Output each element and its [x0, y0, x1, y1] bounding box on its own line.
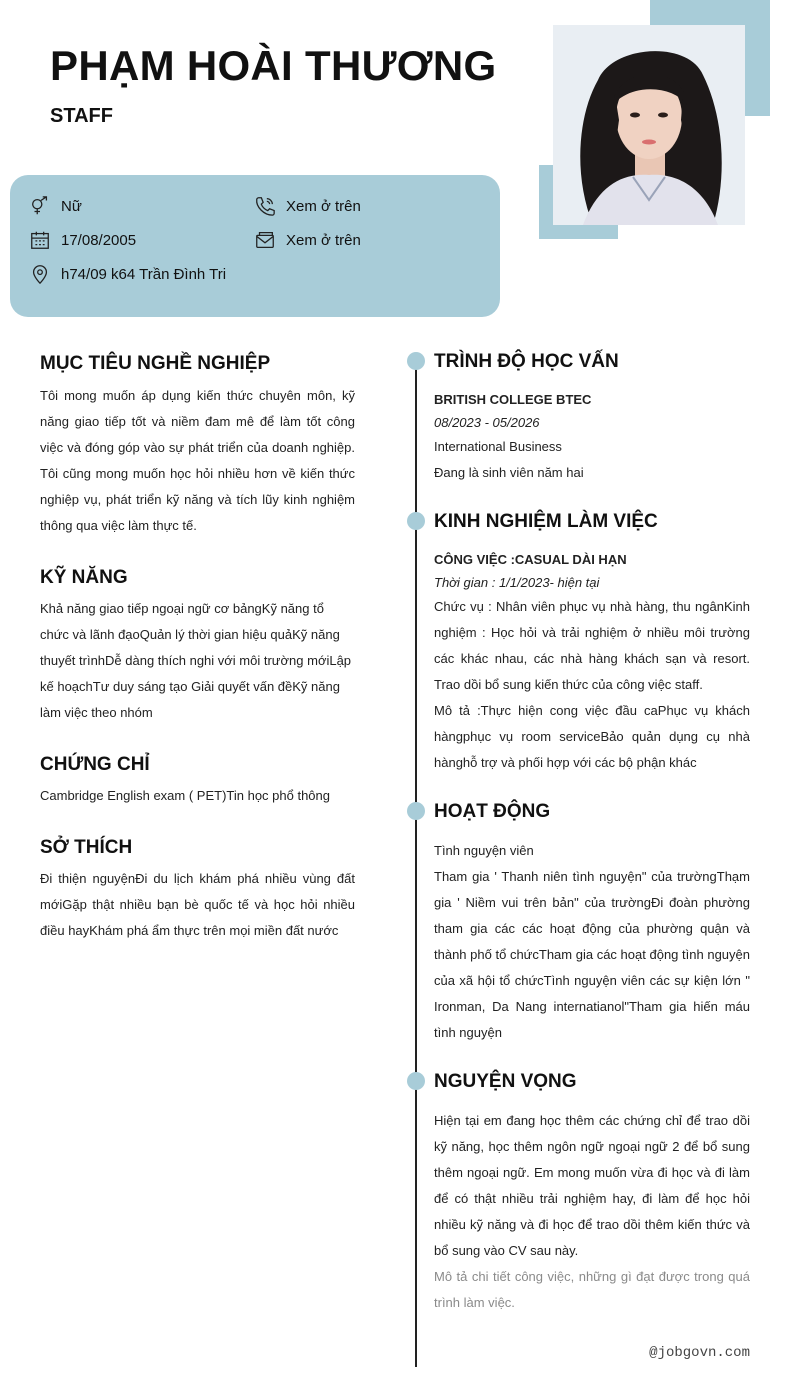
timeline-line [415, 355, 417, 1367]
experience-description: Mô tả :Thực hiện cong việc đầu caPhục vụ khách hàngphục vụ room serviceBảo quản dụng cụ nhà hànghỗ trợ và phối hợp với các bộ phận khác [434, 703, 750, 770]
timeline-dot-experience [407, 512, 425, 530]
contact-phone [254, 195, 361, 217]
contact-dob [29, 229, 136, 251]
aspiration-text: Hiện tại em đang học thêm các chứng chỉ để trao dồi kỹ năng, học thêm ngôn ngữ ngoại ngữ 2 để bổ sung thêm ngoại ngữ. Em mong muốn vừa đi học và đi làm để có thật nhiều trải nghiệm hay, đi làm để học hỏi nhiều kỹ năng và đi học để trao dồi thêm kiến thức và bổ sung vào CV sau này. [434, 1113, 750, 1258]
contact-gender [29, 195, 82, 217]
candidate-name: PHẠM HOÀI THƯƠNG [50, 42, 497, 89]
experience-time: Thời gian : 1/1/2023- hiện tại [434, 575, 600, 590]
calendar-icon [29, 229, 51, 251]
education-major: International Business [434, 439, 562, 454]
activities-title: HOẠT ĐỘNG [434, 801, 551, 822]
activities-role: Tình nguyện viên [434, 843, 534, 858]
education-note: Đang là sinh viên năm hai [434, 465, 584, 480]
email-value: Xem ở trên [286, 231, 361, 249]
skills-title: KỸ NĂNG [40, 567, 128, 588]
profile-photo [553, 25, 745, 225]
timeline-dot-activities [407, 802, 425, 820]
education-school: BRITISH COLLEGE BTEC [434, 392, 592, 407]
experience-title: KINH NGHIỆM LÀM VIỆC [434, 511, 658, 532]
activities-text: Tham gia ' Thanh niên tình nguyện" của trườngThạm gia ' Niềm vui trên bản" của trườngĐi đoàn phường tham gia các các hoạt động của phường quận và thành phố tổ chứcTham gia các hoạt động tình nguyện của xã hội tổ chứcTình nguyện viên các sự kiện lớn " Ironman, Da Nang internatianol"Tham gia hiến máu tình nguyện [434, 869, 750, 1040]
phone-icon [254, 195, 276, 217]
footer-brand: @jobgovn.com [649, 1345, 750, 1361]
gender-value: Nữ [61, 197, 82, 215]
aspiration-title: NGUYỆN VỌNG [434, 1071, 577, 1092]
profile-photo-illustration [553, 25, 745, 225]
location-pin-icon [29, 263, 51, 285]
education-period: 08/2023 - 05/2026 [434, 415, 540, 430]
experience-role: Chức vụ : Nhân viên phục vụ nhà hàng, thu ngânKinh nghiệm : Học hỏi và trải nghiệm ở nhiều môi trường các khác nhau, các nhà hàng khách sạn và resort. Trao dồi bổ sung kiến thức của công việc staff. [434, 599, 750, 692]
certificates-title: CHỨNG CHỈ [40, 754, 150, 775]
timeline-dot-aspiration [407, 1072, 425, 1090]
hobbies-text: Đi thiện nguyệnĐi du lịch khám phá nhiều vùng đất mớiGặp thật nhiều bạn bè quốc tế và học hỏi nhiều điều hayKhám phá ẩm thực trên mọi miền đất nước [40, 871, 355, 938]
experience-job: CÔNG VIỆC :CASUAL DÀI HẠN [434, 552, 627, 567]
aspiration-placeholder: Mô tả chi tiết công việc, những gì đạt được trong quá trình làm việc. [434, 1269, 750, 1310]
skills-text: Khả năng giao tiếp ngoại ngữ cơ bảngKỹ năng tổ chức và lãnh đạoQuản lý thời gian hiệu quảKỹ năng thuyết trìnhDễ dàng thích nghi với môi trường mớiLập kế hoạchTư duy sáng tạo Giải quyết vấn đềKỹ năng làm việc theo nhóm [40, 601, 352, 720]
objective-text: Tôi mong muốn áp dụng kiến thức chuyên môn, kỹ năng giao tiếp tốt và niềm đam mê để làm tốt công việc và đóng góp vào sự phát triển của doanh nghiệp. Tôi cũng mong muốn học hỏi nhiều hơn về kiến thức nghiệp vụ, phát triển kỹ năng và tích lũy kinh nghiệm thông qua việc làm thực tế. [40, 388, 355, 533]
address-value: h74/09 k64 Trần Đình Tri [61, 265, 227, 283]
contact-email [254, 229, 361, 251]
objective-title: MỤC TIÊU NGHỀ NGHIỆP [40, 353, 271, 374]
candidate-position: STAFF [50, 105, 113, 127]
hobbies-title: SỞ THÍCH [40, 837, 133, 858]
dob-value: 17/08/2005 [61, 231, 137, 249]
phone-value: Xem ở trên [286, 197, 361, 215]
gender-icon [29, 195, 51, 217]
timeline-dot-education [407, 352, 425, 370]
certificates-text: Cambridge English exam ( PET)Tin học phổ thông [40, 788, 330, 803]
education-title: TRÌNH ĐỘ HỌC VẤN [434, 351, 619, 372]
mail-icon [254, 229, 276, 251]
contact-address [29, 263, 226, 285]
